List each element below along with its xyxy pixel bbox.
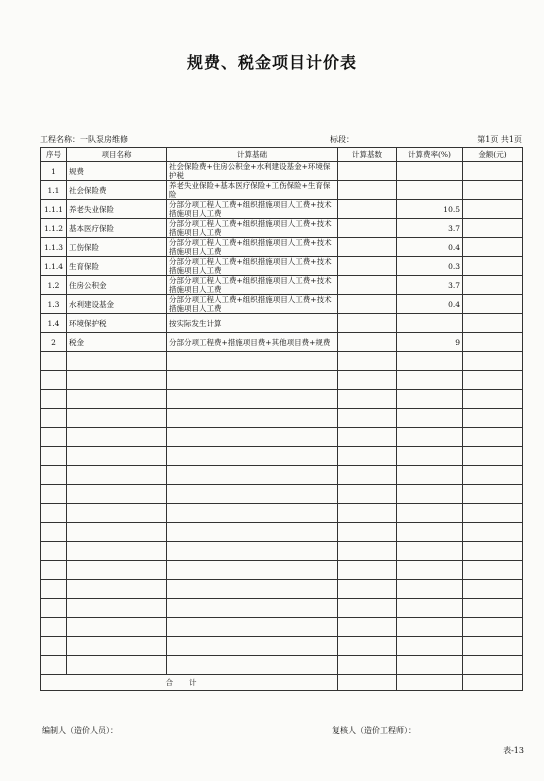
cell-basis: 分部分项工程人工费+组织措施项目人工费+技术措施项目人工费 bbox=[167, 200, 338, 219]
cell-rate: 9 bbox=[397, 333, 463, 352]
empty-cell bbox=[41, 485, 67, 504]
empty-cell bbox=[397, 390, 463, 409]
cell-amount bbox=[463, 200, 523, 219]
cell-base bbox=[338, 314, 397, 333]
empty-cell bbox=[41, 504, 67, 523]
empty-cell bbox=[41, 599, 67, 618]
cell-basis: 按实际发生计算 bbox=[167, 314, 338, 333]
cell-rate: 0.4 bbox=[397, 295, 463, 314]
empty-cell bbox=[67, 580, 167, 599]
empty-cell bbox=[463, 523, 523, 542]
empty-cell bbox=[67, 409, 167, 428]
cell-base bbox=[338, 295, 397, 314]
cell-rate: 0.3 bbox=[397, 257, 463, 276]
empty-cell bbox=[463, 599, 523, 618]
empty-cell bbox=[338, 409, 397, 428]
cell-amount bbox=[463, 276, 523, 295]
empty-cell bbox=[67, 523, 167, 542]
cell-amount bbox=[463, 238, 523, 257]
empty-cell bbox=[338, 599, 397, 618]
empty-cell bbox=[167, 409, 338, 428]
cell-amount bbox=[463, 314, 523, 333]
page-title: 规费、税金项目计价表 bbox=[186, 53, 357, 72]
empty-cell bbox=[463, 390, 523, 409]
empty-cell bbox=[41, 618, 67, 637]
cell-basis: 社会保险费+住房公积金+水利建设基金+环境保护税 bbox=[167, 162, 338, 181]
empty-cell bbox=[67, 390, 167, 409]
reviewer-label: 复核人（造价工程师）： bbox=[332, 726, 416, 735]
empty-cell bbox=[338, 523, 397, 542]
empty-cell bbox=[463, 466, 523, 485]
cell-no: 1.1.3 bbox=[41, 238, 67, 257]
empty-cell bbox=[397, 523, 463, 542]
empty-cell bbox=[41, 637, 67, 656]
empty-cell bbox=[338, 485, 397, 504]
table-row bbox=[41, 162, 523, 181]
empty-cell bbox=[397, 447, 463, 466]
empty-cell bbox=[463, 428, 523, 447]
cell-name: 税金 bbox=[67, 333, 167, 352]
cell-basis: 分部分项工程人工费+组织措施项目人工费+技术措施项目人工费 bbox=[167, 295, 338, 314]
cell-basis: 分部分项工程人工费+组织措施项目人工费+技术措施项目人工费 bbox=[167, 238, 338, 257]
empty-cell bbox=[67, 428, 167, 447]
cell-no: 2 bbox=[41, 333, 67, 352]
empty-cell bbox=[67, 485, 167, 504]
empty-row bbox=[41, 428, 523, 447]
empty-cell bbox=[167, 599, 338, 618]
empty-cell bbox=[338, 352, 397, 371]
cell-rate bbox=[397, 181, 463, 200]
empty-cell bbox=[463, 580, 523, 599]
header-basis: 计算基础 bbox=[167, 148, 338, 162]
empty-cell bbox=[463, 656, 523, 675]
empty-row bbox=[41, 561, 523, 580]
empty-cell bbox=[41, 523, 67, 542]
cell-basis: 分部分项工程人工费+组织措施项目人工费+技术措施项目人工费 bbox=[167, 257, 338, 276]
empty-cell bbox=[338, 542, 397, 561]
cell-basis: 养老失业保险+基本医疗保险+工伤保险+生育保险 bbox=[167, 181, 338, 200]
empty-cell bbox=[41, 542, 67, 561]
cell-name: 工伤保险 bbox=[67, 238, 167, 257]
preparer-label: 编制人（造价人员）： bbox=[42, 726, 118, 735]
empty-cell bbox=[338, 504, 397, 523]
empty-cell bbox=[41, 390, 67, 409]
empty-cell bbox=[463, 637, 523, 656]
empty-cell bbox=[167, 466, 338, 485]
empty-cell bbox=[67, 352, 167, 371]
header-rate: 计算费率(%) bbox=[397, 148, 463, 162]
cell-amount bbox=[463, 257, 523, 276]
header-name: 项目名称 bbox=[67, 148, 167, 162]
cell-no: 1.3 bbox=[41, 295, 67, 314]
empty-cell bbox=[167, 637, 338, 656]
empty-cell bbox=[167, 485, 338, 504]
empty-cell bbox=[397, 409, 463, 428]
cell-amount bbox=[463, 333, 523, 352]
empty-cell bbox=[463, 485, 523, 504]
empty-cell bbox=[67, 466, 167, 485]
empty-cell bbox=[41, 428, 67, 447]
empty-cell bbox=[167, 447, 338, 466]
empty-cell bbox=[67, 618, 167, 637]
cell-no: 1.4 bbox=[41, 314, 67, 333]
total-cell bbox=[397, 675, 463, 691]
header-no: 序号 bbox=[41, 148, 67, 162]
empty-cell bbox=[463, 352, 523, 371]
empty-cell bbox=[338, 390, 397, 409]
cell-no: 1.1 bbox=[41, 181, 67, 200]
empty-cell bbox=[167, 352, 338, 371]
empty-cell bbox=[67, 504, 167, 523]
empty-row bbox=[41, 447, 523, 466]
empty-row bbox=[41, 390, 523, 409]
empty-cell bbox=[397, 371, 463, 390]
empty-cell bbox=[67, 447, 167, 466]
empty-cell bbox=[338, 618, 397, 637]
cell-base bbox=[338, 238, 397, 257]
empty-cell bbox=[67, 371, 167, 390]
section-label: 标段： bbox=[330, 135, 354, 144]
empty-cell bbox=[397, 599, 463, 618]
cell-no: 1.1.2 bbox=[41, 219, 67, 238]
fee-table bbox=[40, 147, 523, 691]
cell-name: 规费 bbox=[67, 162, 167, 181]
empty-row bbox=[41, 352, 523, 371]
empty-row bbox=[41, 580, 523, 599]
empty-row bbox=[41, 371, 523, 390]
cell-name: 住房公积金 bbox=[67, 276, 167, 295]
empty-cell bbox=[397, 618, 463, 637]
table-row bbox=[41, 238, 523, 257]
empty-cell bbox=[67, 656, 167, 675]
info-row bbox=[40, 134, 522, 146]
empty-cell bbox=[397, 656, 463, 675]
empty-cell bbox=[67, 561, 167, 580]
empty-row bbox=[41, 599, 523, 618]
signature-footer bbox=[40, 725, 522, 737]
empty-cell bbox=[41, 371, 67, 390]
empty-cell bbox=[167, 656, 338, 675]
total-cell bbox=[338, 675, 397, 691]
cell-name: 环境保护税 bbox=[67, 314, 167, 333]
cell-name: 社会保险费 bbox=[67, 181, 167, 200]
empty-cell bbox=[41, 656, 67, 675]
empty-cell bbox=[397, 428, 463, 447]
empty-cell bbox=[397, 504, 463, 523]
empty-row bbox=[41, 504, 523, 523]
empty-cell bbox=[167, 542, 338, 561]
form-code: 表-13 bbox=[503, 746, 524, 755]
empty-row bbox=[41, 618, 523, 637]
empty-cell bbox=[463, 409, 523, 428]
empty-cell bbox=[167, 561, 338, 580]
cell-basis: 分部分项工程人工费+组织措施项目人工费+技术措施项目人工费 bbox=[167, 276, 338, 295]
empty-row bbox=[41, 466, 523, 485]
cell-basis: 分部分项工程费+措施项目费+其他项目费+规费 bbox=[167, 333, 338, 352]
cell-name: 生育保险 bbox=[67, 257, 167, 276]
cell-rate: 0.4 bbox=[397, 238, 463, 257]
empty-cell bbox=[397, 637, 463, 656]
empty-cell bbox=[41, 409, 67, 428]
empty-cell bbox=[397, 352, 463, 371]
cell-no: 1.1.4 bbox=[41, 257, 67, 276]
empty-cell bbox=[167, 371, 338, 390]
table-header-row bbox=[41, 148, 523, 162]
empty-row bbox=[41, 656, 523, 675]
cell-no: 1.2 bbox=[41, 276, 67, 295]
empty-cell bbox=[463, 542, 523, 561]
cell-amount bbox=[463, 219, 523, 238]
project-name: 工程名称：一队泵房维修 bbox=[40, 135, 128, 144]
empty-cell bbox=[338, 637, 397, 656]
empty-cell bbox=[463, 371, 523, 390]
empty-cell bbox=[397, 542, 463, 561]
empty-cell bbox=[167, 523, 338, 542]
cell-base bbox=[338, 219, 397, 238]
empty-cell bbox=[338, 447, 397, 466]
cell-base bbox=[338, 200, 397, 219]
table-row bbox=[41, 276, 523, 295]
table-row bbox=[41, 333, 523, 352]
cell-base bbox=[338, 276, 397, 295]
cell-amount bbox=[463, 295, 523, 314]
table-row bbox=[41, 257, 523, 276]
cell-rate: 3.7 bbox=[397, 219, 463, 238]
empty-row bbox=[41, 637, 523, 656]
cell-base bbox=[338, 333, 397, 352]
empty-cell bbox=[41, 352, 67, 371]
cell-no: 1.1.1 bbox=[41, 200, 67, 219]
cell-basis: 分部分项工程人工费+组织措施项目人工费+技术措施项目人工费 bbox=[167, 219, 338, 238]
table-row bbox=[41, 200, 523, 219]
empty-cell bbox=[67, 637, 167, 656]
cell-rate: 10.5 bbox=[397, 200, 463, 219]
cell-name: 基本医疗保险 bbox=[67, 219, 167, 238]
total-cell bbox=[463, 675, 523, 691]
cell-amount bbox=[463, 162, 523, 181]
empty-cell bbox=[397, 561, 463, 580]
empty-cell bbox=[167, 428, 338, 447]
empty-row bbox=[41, 485, 523, 504]
cell-rate bbox=[397, 314, 463, 333]
cell-rate: 3.7 bbox=[397, 276, 463, 295]
empty-cell bbox=[463, 618, 523, 637]
empty-cell bbox=[338, 580, 397, 599]
empty-cell bbox=[67, 599, 167, 618]
empty-row bbox=[41, 409, 523, 428]
table-row bbox=[41, 295, 523, 314]
empty-cell bbox=[41, 561, 67, 580]
header-base: 计算基数 bbox=[338, 148, 397, 162]
cell-base bbox=[338, 181, 397, 200]
empty-cell bbox=[338, 561, 397, 580]
empty-cell bbox=[338, 428, 397, 447]
total-row bbox=[41, 675, 523, 691]
empty-cell bbox=[167, 618, 338, 637]
empty-cell bbox=[338, 466, 397, 485]
empty-cell bbox=[338, 371, 397, 390]
cell-base bbox=[338, 257, 397, 276]
empty-cell bbox=[463, 504, 523, 523]
empty-cell bbox=[41, 580, 67, 599]
table-row bbox=[41, 181, 523, 200]
empty-cell bbox=[167, 504, 338, 523]
empty-row bbox=[41, 542, 523, 561]
total-label: 合计 bbox=[41, 675, 338, 691]
empty-cell bbox=[397, 485, 463, 504]
cell-amount bbox=[463, 181, 523, 200]
empty-cell bbox=[41, 447, 67, 466]
header-amount: 金额(元) bbox=[463, 148, 523, 162]
empty-cell bbox=[167, 390, 338, 409]
cell-base bbox=[338, 162, 397, 181]
empty-cell bbox=[463, 561, 523, 580]
empty-cell bbox=[41, 466, 67, 485]
cell-name: 水利建设基金 bbox=[67, 295, 167, 314]
empty-cell bbox=[397, 466, 463, 485]
page-number: 第1页 共1页 bbox=[477, 135, 522, 144]
cell-no: 1 bbox=[41, 162, 67, 181]
table-row bbox=[41, 219, 523, 238]
empty-cell bbox=[167, 580, 338, 599]
empty-row bbox=[41, 523, 523, 542]
cell-rate bbox=[397, 162, 463, 181]
cell-name: 养老失业保险 bbox=[67, 200, 167, 219]
empty-cell bbox=[397, 580, 463, 599]
empty-cell bbox=[338, 656, 397, 675]
table-row bbox=[41, 314, 523, 333]
empty-cell bbox=[463, 447, 523, 466]
empty-cell bbox=[67, 542, 167, 561]
